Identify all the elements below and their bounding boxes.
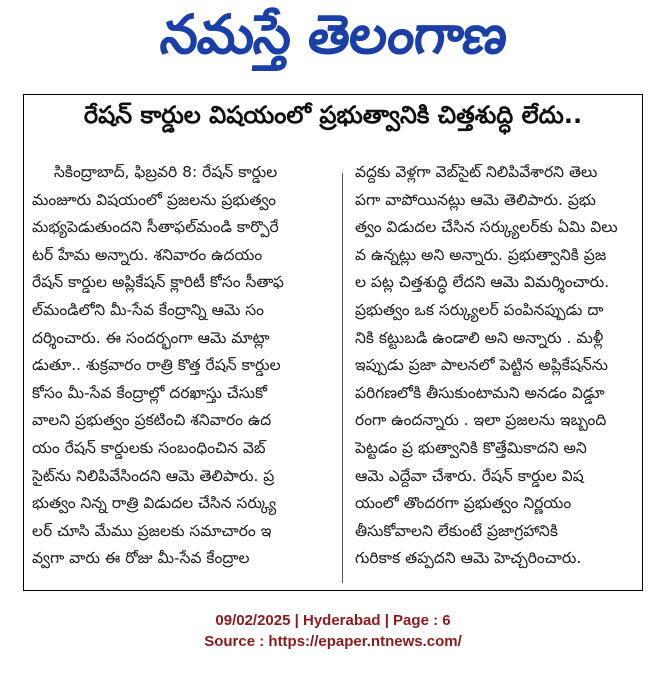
article-line: నికి కట్టుబడి ఉండాలి అని అన్నారు . మళ్లీ bbox=[355, 328, 604, 347]
article-line: దర్శించారు. ఈ సందర్భంగా ఆమె మాట్లా bbox=[32, 328, 270, 347]
article-line: యంలో తొందరగా ప్రభుత్వం నిర్ణయం bbox=[355, 494, 572, 513]
article-line: రేషన్ కార్డుల అప్లికేషన్ క్లారిటీ కోసం సీతాఫ bbox=[32, 273, 284, 292]
article-line: పగా వాపోయినట్లు ఆమె తెలిపారు. ప్రభు bbox=[355, 190, 596, 209]
article-line: పెట్టడం ప్ర భుత్వానికి కొత్తేమికాదని అని bbox=[355, 438, 587, 457]
masthead-title: నమస్తే తెలంగాణ bbox=[157, 2, 510, 66]
footer-source: Source : https://epaper.ntnews.com/ bbox=[204, 633, 462, 650]
footer-dateline: 09/02/2025 | Hyderabad | Page : 6 bbox=[215, 612, 451, 629]
article-line: మభ్యపెడుతుందని సీతాఫల్‌మండి కార్పొరే bbox=[32, 218, 279, 237]
article-line: కోసం మీ-సేవ కేంద్రాల్లో దరఖాస్తు చేసుకో bbox=[32, 383, 267, 402]
article-line: టర్ హేమ అన్నారు. శనివారం ఉదయం bbox=[32, 245, 263, 264]
article-line: యం రేషన్ కార్డులకు సంబంధించిన వెబ్ bbox=[32, 438, 266, 457]
article-line: మంజూరు విషయంలో ప్రజలను ప్రభుత్వం bbox=[32, 190, 276, 209]
article-line: ల పట్ల చిత్తశుద్ధి లేదని ఆమె విమర్శించారు. bbox=[355, 273, 610, 292]
column-divider bbox=[342, 173, 343, 583]
newspaper-masthead bbox=[90, 2, 576, 80]
article-line: వ్వగా వారు ఈ రోజు మీ-సేవ కేంద్రాల bbox=[32, 549, 250, 568]
article-line: సికింద్రాబాద్, ఫిబ్రవరి 8: రేషన్ కార్డుల bbox=[54, 163, 278, 181]
article-line: రంగా ఉందన్నారు . ఇలా ప్రజలను ఇబ్బంది bbox=[355, 411, 607, 430]
article-line: లర్ చూసి మేము ప్రజలకు సమాచారం ఇ bbox=[32, 521, 272, 540]
article-line: భుత్వం నిన్న రాత్రి విడుదల చేసిన సర్క్యు bbox=[32, 494, 277, 513]
article-line: ఇప్పుడు ప్రజా పాలనలో పెట్టిన అప్లికేషన్‌ను bbox=[355, 356, 609, 375]
article-clipping bbox=[23, 94, 643, 591]
article-line: త్వం విడుదల చేసిన సర్క్యులర్‌కు ఏమి విలు bbox=[355, 218, 618, 237]
article-column-left bbox=[32, 159, 320, 573]
article-line: వాలని ప్రభుత్వం ప్రకటించి శనివారం ఉద bbox=[32, 411, 272, 430]
article-column-right bbox=[355, 159, 643, 573]
article-line: తీసుకోవాలని లేకుంటే ప్రజాగ్రహానికి bbox=[355, 521, 558, 540]
article-headline: రేషన్ కార్డుల విషయంలో ప్రభుత్వానికి చిత్తశుద్ధి లేదు.. bbox=[83, 101, 583, 129]
article-line: వద్దకు వెళ్లగా వెబ్‌సైట్ నిలిపివేశారని తెలు bbox=[355, 163, 598, 181]
article-line: గురికాక తప్పదని ఆమె హెచ్చరించారు. bbox=[355, 549, 582, 568]
article-line: ఆమె ఎద్దేవా చేశారు. రేషన్ కార్డుల విష bbox=[355, 466, 584, 485]
article-line: డుతూ.. శుక్రవారం రాత్రి కొత్త రేషన్ కార్డుల bbox=[32, 356, 281, 375]
article-line: పరిగణలోకి తీసుకుంటామని అనడం విడ్డూ bbox=[355, 383, 605, 402]
article-line: వ ఉన్నట్లు అని అన్నారు. ప్రభుత్వానికి ప్రజ bbox=[355, 245, 607, 264]
article-line: సైట్‌ను నిలిపివేసిందని ఆమె తెలిపారు. ప్ర bbox=[32, 466, 275, 485]
article-line: ల్‌మండిలోని మీ-సేవ కేంద్రాన్ని ఆమె సం bbox=[32, 300, 265, 319]
article-line: ప్రభుత్వం ఒక సర్క్యులర్ పంపినప్పుడు దా bbox=[355, 300, 604, 319]
